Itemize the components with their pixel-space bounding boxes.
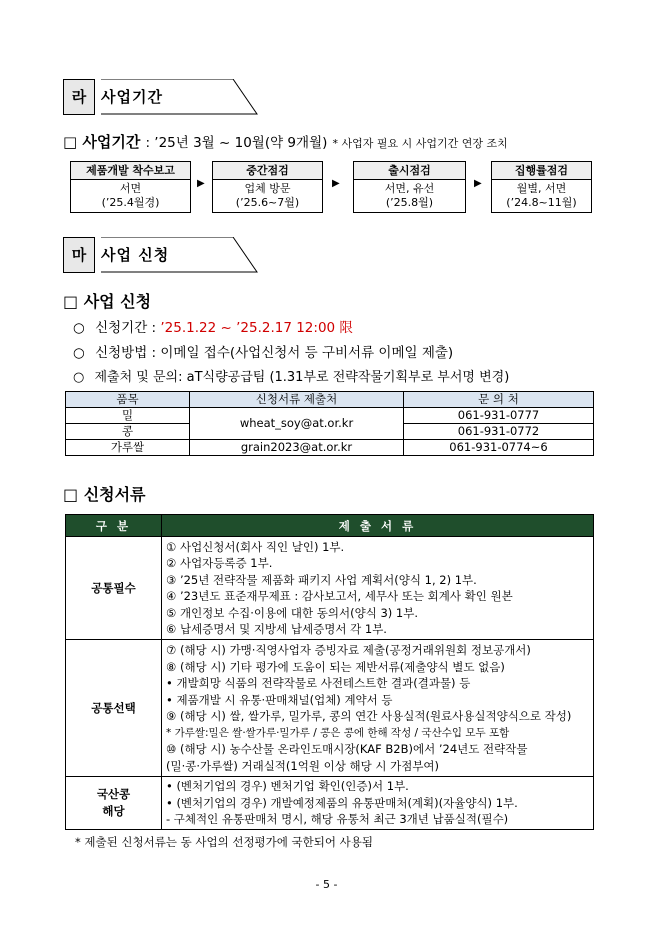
step-box-4 bbox=[491, 161, 592, 213]
category-cell: 국산콩 해당 bbox=[66, 777, 162, 830]
section-title: 사업 신청 bbox=[101, 246, 170, 264]
category-cell: 공통선택 bbox=[66, 640, 162, 777]
arrow-icon: ▶ bbox=[197, 178, 205, 189]
doc-item: ② 사업자등록증 1부. bbox=[166, 556, 273, 570]
bullet: ○ bbox=[73, 370, 85, 385]
section-header-ma bbox=[63, 237, 258, 273]
table-header-row bbox=[66, 515, 594, 537]
items-cell bbox=[162, 777, 594, 830]
step-line1: 업체 방문 bbox=[244, 182, 291, 195]
doc-item: • (벤처기업의 경우) 벤처기업 확인(인증)서 1부. bbox=[166, 779, 409, 794]
step-line2: (’25.4월경) bbox=[101, 196, 160, 209]
doc-item: ⑥ 납세증명서 및 지방세 납세증명서 각 1부. bbox=[166, 622, 387, 636]
period-note: * 사업자 필요 시 사업기간 연장 조치 bbox=[332, 137, 508, 150]
table-header-row bbox=[66, 392, 594, 408]
step-title: 중간점검 bbox=[213, 162, 322, 180]
step-line1: 월별, 서면 bbox=[516, 182, 567, 195]
section-letter: 라 bbox=[63, 79, 95, 115]
doc-item: * 가루쌀:밀은 쌀·쌀가루·밀가루 / 콩은 콩에 한해 작성 / 국산수입 모두 포함 bbox=[166, 726, 510, 739]
period-line bbox=[63, 131, 508, 152]
table-row bbox=[66, 537, 594, 640]
doc-item: ④ ’23년도 표준재무제표 : 감사보고서, 세무사 또는 회계사 확인 원본 bbox=[166, 589, 513, 603]
doc-item: ⑤ 개인정보 수집·이용에 대한 동의서(양식 3) 1부. bbox=[166, 605, 419, 620]
email-cell: grain2023@at.or.kr bbox=[190, 440, 404, 456]
doc-item: ⑧ (해당 시) 기타 평가에 도움이 되는 제반서류(제출양식 별도 없음) bbox=[166, 659, 505, 674]
step-box-2 bbox=[212, 161, 323, 213]
doc-item: - 구체적인 유통판매처 명시, 해당 유통처 최근 3개년 납품실적(필수) bbox=[166, 812, 509, 827]
step-line2: (’24.8~11월) bbox=[506, 196, 577, 209]
section-title: 사업기간 bbox=[101, 88, 163, 106]
arrow-icon: ▶ bbox=[474, 178, 482, 189]
table-row bbox=[66, 777, 594, 830]
bullet: ○ bbox=[73, 320, 85, 336]
step-line2: (’25.8월) bbox=[385, 196, 434, 209]
period-text: : ’25년 3월 ~ 10월(약 9개월) bbox=[145, 135, 328, 151]
doc-item: ① 사업신청서(회사 직인 날인) 1부. bbox=[166, 539, 345, 554]
docs-table bbox=[65, 514, 594, 830]
doc-item: ⑦ (해당 시) 가맹·직영사업자 증빙자료 제출(공정거래위원회 정보공개서) bbox=[166, 643, 531, 657]
bullet: ○ bbox=[73, 345, 85, 361]
table-row bbox=[66, 440, 594, 456]
section-letter: 마 bbox=[63, 237, 95, 273]
category-cell: 공통필수 bbox=[66, 537, 162, 640]
apply-period-value: ’25.1.22 ~ ’25.2.17 12:00 限 bbox=[160, 320, 353, 336]
doc-item: • 개발희망 식품의 전략작물로 사전테스트한 결과(결과물) 등 bbox=[166, 676, 471, 690]
step-line2: (’25.6~7월) bbox=[235, 196, 300, 209]
doc-item: ⑩ (해당 시) 농수산물 온라인도매시장(KAF B2B)에서 ’24년도 전략작물 bbox=[166, 742, 528, 756]
apply-method-text: 신청방법 : 이메일 접수(사업신청서 등 구비서류 이메일 제출) bbox=[95, 345, 454, 361]
table-header: 구 분 bbox=[66, 515, 162, 537]
table-header: 문 의 처 bbox=[404, 392, 594, 408]
email-cell: wheat_soy@at.or.kr bbox=[190, 408, 404, 440]
step-line1: 서면, 유선 bbox=[384, 182, 435, 195]
arrow-icon: ▶ bbox=[332, 178, 340, 189]
item-cell: 가루쌀 bbox=[66, 440, 190, 456]
apply-period bbox=[73, 316, 353, 336]
table-row bbox=[66, 640, 594, 777]
table-header: 제 출 서 류 bbox=[162, 515, 594, 537]
apply-period-label: 신청기간 : bbox=[95, 320, 157, 336]
phone-cell: 061-931-0772 bbox=[404, 424, 594, 440]
apply-heading: □ 사업 신청 bbox=[63, 292, 152, 311]
phone-cell: 061-931-0774~6 bbox=[404, 440, 594, 456]
item-cell: 콩 bbox=[66, 424, 190, 440]
step-line1: 서면 bbox=[119, 182, 142, 195]
step-title: 제품개발 착수보고 bbox=[71, 162, 190, 180]
doc-item: (밀·콩·가루쌀) 거래실적(1억원 이상 해당 시 가점부여) bbox=[166, 758, 440, 773]
apply-contact-text: 제출처 및 문의: aT식량공급팀 (1.31부로 전략작물기획부로 부서명 변경) bbox=[94, 370, 510, 385]
doc-item: • 제품개발 시 유통·판매채널(업체) 계약서 등 bbox=[166, 692, 393, 707]
phone-cell: 061-931-0777 bbox=[404, 408, 594, 424]
step-box-1 bbox=[70, 161, 191, 213]
table-header: 품목 bbox=[66, 392, 190, 408]
contact-table bbox=[65, 391, 594, 456]
table-header: 신청서류 제출처 bbox=[190, 392, 404, 408]
item-cell: 밀 bbox=[66, 408, 190, 424]
step-title: 집행률점검 bbox=[492, 162, 591, 180]
doc-item: ③ ’25년 전략작물 제품화 패키지 사업 계획서(양식 1, 2) 1부. bbox=[166, 572, 477, 587]
section-header-ra bbox=[63, 79, 258, 115]
docs-footnote: * 제출된 신청서류는 동 사업의 선정평가에 국한되어 사용됨 bbox=[75, 835, 373, 849]
apply-contact bbox=[73, 366, 509, 385]
items-cell bbox=[162, 537, 594, 640]
step-title: 출시점검 bbox=[354, 162, 465, 180]
docs-heading: □ 신청서류 bbox=[63, 485, 146, 504]
items-cell bbox=[162, 640, 594, 777]
period-heading: □ 사업기간 bbox=[63, 133, 141, 151]
step-box-3 bbox=[353, 161, 466, 213]
apply-method bbox=[73, 341, 453, 361]
page-number: - 5 - bbox=[315, 878, 338, 891]
table-row bbox=[66, 408, 594, 424]
doc-item: • (벤처기업의 경우) 개발예정제품의 유통판매처(계획)(자율양식) 1부. bbox=[166, 795, 518, 810]
doc-item: ⑨ (해당 시) 쌀, 쌀가루, 밀가루, 콩의 연간 사용실적(원료사용실적양식으로 작성) bbox=[166, 709, 572, 723]
